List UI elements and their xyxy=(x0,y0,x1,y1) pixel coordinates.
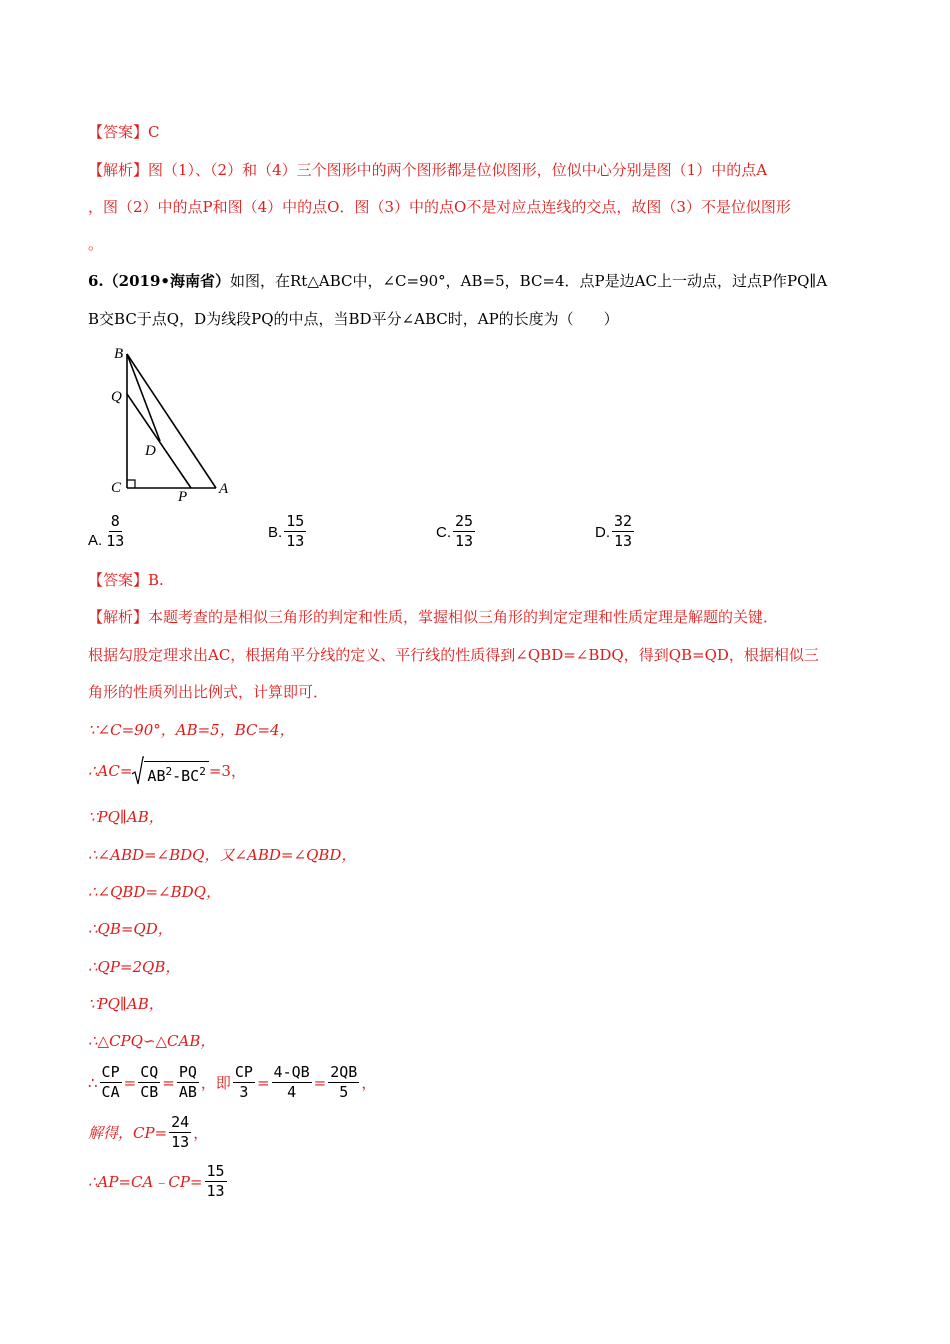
analysis-text1: 本题考查的是相似三角形的判定和性质，掌握相似三角形的判定定理和性质定理是解题的关键． xyxy=(148,608,779,626)
fraction-cq-cb-den: CB xyxy=(140,1083,159,1101)
step-2 xyxy=(88,756,246,786)
fraction-2qb-5-den: 5 xyxy=(339,1083,349,1101)
option-d-denominator: 13 xyxy=(614,532,633,550)
step-7: ∴QP=2QB， xyxy=(88,958,181,976)
fraction-24-13-num: 24 xyxy=(171,1113,190,1131)
fraction-cp-ca xyxy=(100,1063,122,1102)
fraction-4qb-4 xyxy=(272,1063,312,1102)
prev-answer-tag: 【答案】 xyxy=(88,123,149,141)
option-d-numerator: 32 xyxy=(614,512,633,530)
option-d-fraction xyxy=(612,512,634,551)
fraction-15-13 xyxy=(205,1162,227,1201)
option-a-fraction xyxy=(104,512,126,551)
prev-analysis-line1 xyxy=(88,160,767,180)
question-line2: B交BC于点Q，D为线段PQ的中点，当BD平分∠ABC时，AP的长度为（ ） xyxy=(88,310,619,328)
step-6: ∴QB=QD， xyxy=(88,920,173,938)
answer xyxy=(88,570,164,590)
label-d: D xyxy=(145,443,156,459)
sqrt-expression xyxy=(132,756,208,786)
step-2-prefix: ∴AC= xyxy=(88,762,133,780)
step-10-middle: ，即 xyxy=(200,1073,231,1092)
fraction-cp-3 xyxy=(233,1063,255,1102)
label-p: P xyxy=(178,489,188,505)
prev-analysis-tag: 【解析】 xyxy=(88,161,149,179)
step-2-suffix: =3， xyxy=(208,762,246,780)
analysis-line1 xyxy=(88,607,778,627)
option-b-fraction xyxy=(284,512,306,551)
label-c: C xyxy=(111,480,122,496)
fraction-15-13-num: 15 xyxy=(206,1162,225,1180)
label-a: A xyxy=(219,481,229,497)
prev-analysis-line2: ，图（2）中的点P和图（4）中的点O．图（3）中的点O不是对应点连线的交点，故图（3）不是位似图形 xyxy=(88,198,791,216)
fraction-cp-ca-den: CA xyxy=(101,1083,120,1101)
exponent-1: 2 xyxy=(165,765,173,778)
step-12-prefix: ∴AP=CA﹣CP= xyxy=(88,1172,203,1191)
analysis-line3: 角形的性质列出比例式，计算即可． xyxy=(88,683,329,701)
fraction-cp-3-den: 3 xyxy=(239,1083,249,1101)
fraction-cq-cb xyxy=(138,1063,160,1102)
segment-qp xyxy=(127,394,191,488)
sqrt-radicand xyxy=(144,761,208,786)
fraction-pq-ab-den: AB xyxy=(178,1083,197,1101)
step-11-prefix: 解得，CP= xyxy=(88,1123,168,1142)
comma: ， xyxy=(361,1073,377,1092)
option-a[interactable] xyxy=(88,512,128,551)
equals-3: = xyxy=(256,1073,270,1092)
fraction-4qb-4-den: 4 xyxy=(287,1083,297,1101)
analysis-tag: 【解析】 xyxy=(88,608,149,626)
option-c-label: C. xyxy=(436,524,451,541)
radicand-ab: AB xyxy=(147,767,166,785)
option-c-denominator: 13 xyxy=(455,532,474,550)
answer-value: B. xyxy=(148,571,164,589)
step-11 xyxy=(88,1113,208,1152)
option-d-label: D. xyxy=(595,524,610,541)
option-b[interactable] xyxy=(268,512,308,551)
fraction-cp-ca-num: CP xyxy=(101,1063,120,1081)
equals-1: = xyxy=(123,1073,137,1092)
step-10-prefix: ∴ xyxy=(88,1073,98,1092)
question-number: 6. xyxy=(88,272,104,290)
step-1: ∵∠C=90°，AB=5，BC=4， xyxy=(88,721,295,739)
step-12 xyxy=(88,1162,229,1201)
option-b-label: B. xyxy=(268,524,283,541)
option-b-numerator: 15 xyxy=(286,512,305,530)
prev-analysis-line3: 。 xyxy=(88,235,104,253)
option-a-label: A. xyxy=(88,532,103,549)
option-d[interactable] xyxy=(595,512,636,551)
analysis-line2: 根据勾股定理求出AC，根据角平分线的定义、平行线的性质得到∠QBD=∠BDQ，得到QB=QD，根据相似三 xyxy=(88,646,819,664)
answer-tag: 【答案】 xyxy=(88,571,149,589)
fraction-pq-ab xyxy=(177,1063,199,1102)
question-source: （2019•海南省） xyxy=(103,272,231,290)
option-b-denominator: 13 xyxy=(286,532,305,550)
triangle-figure xyxy=(100,338,240,508)
option-a-denominator: 13 xyxy=(106,532,125,550)
equals-2: = xyxy=(162,1073,175,1092)
step-3: ∵PQ∥AB， xyxy=(88,808,164,826)
comma-2: ， xyxy=(193,1123,209,1142)
step-5: ∴∠QBD=∠BDQ， xyxy=(88,883,221,901)
right-angle-mark xyxy=(127,480,135,488)
question-line1 xyxy=(88,271,827,291)
fraction-2qb-5-num: 2QB xyxy=(330,1063,358,1081)
sqrt-icon xyxy=(132,756,144,786)
fraction-24-13 xyxy=(169,1113,191,1152)
fraction-cp-3-num: CP xyxy=(234,1063,253,1081)
fraction-cq-cb-num: CQ xyxy=(140,1063,159,1081)
option-c-fraction xyxy=(453,512,475,551)
fraction-24-13-den: 13 xyxy=(171,1133,190,1151)
fraction-2qb-5 xyxy=(328,1063,359,1102)
label-b: B xyxy=(114,346,124,362)
fraction-pq-ab-num: PQ xyxy=(178,1063,197,1081)
step-8: ∵PQ∥AB， xyxy=(88,995,164,1013)
prev-analysis-text1: 图（1）、（2）和（4）三个图形中的两个图形都是位似图形，位似中心分别是图（1）中的点A xyxy=(148,161,768,179)
step-4: ∴∠ABD=∠BDQ，又∠ABD=∠QBD， xyxy=(88,846,357,864)
side-ab xyxy=(127,354,216,488)
option-c-numerator: 25 xyxy=(455,512,474,530)
equals-4: = xyxy=(313,1073,327,1092)
step-9: ∴△CPQ∽△CAB， xyxy=(88,1032,216,1050)
radicand-bc: -BC xyxy=(172,767,200,785)
option-c[interactable] xyxy=(436,512,477,551)
prev-answer xyxy=(88,122,160,142)
label-q: Q xyxy=(111,389,122,405)
step-10 xyxy=(88,1063,376,1102)
question-text1: 如图，在Rt△ABC中，∠C=90°，AB=5，BC=4．点P是边AC上一动点，过点P作PQ∥A xyxy=(230,272,828,290)
fraction-4qb-4-num: 4-QB xyxy=(273,1063,310,1081)
option-a-numerator: 8 xyxy=(110,512,120,530)
prev-answer-value: C xyxy=(148,123,160,141)
fraction-15-13-den: 13 xyxy=(206,1182,225,1200)
exponent-2: 2 xyxy=(199,765,206,778)
